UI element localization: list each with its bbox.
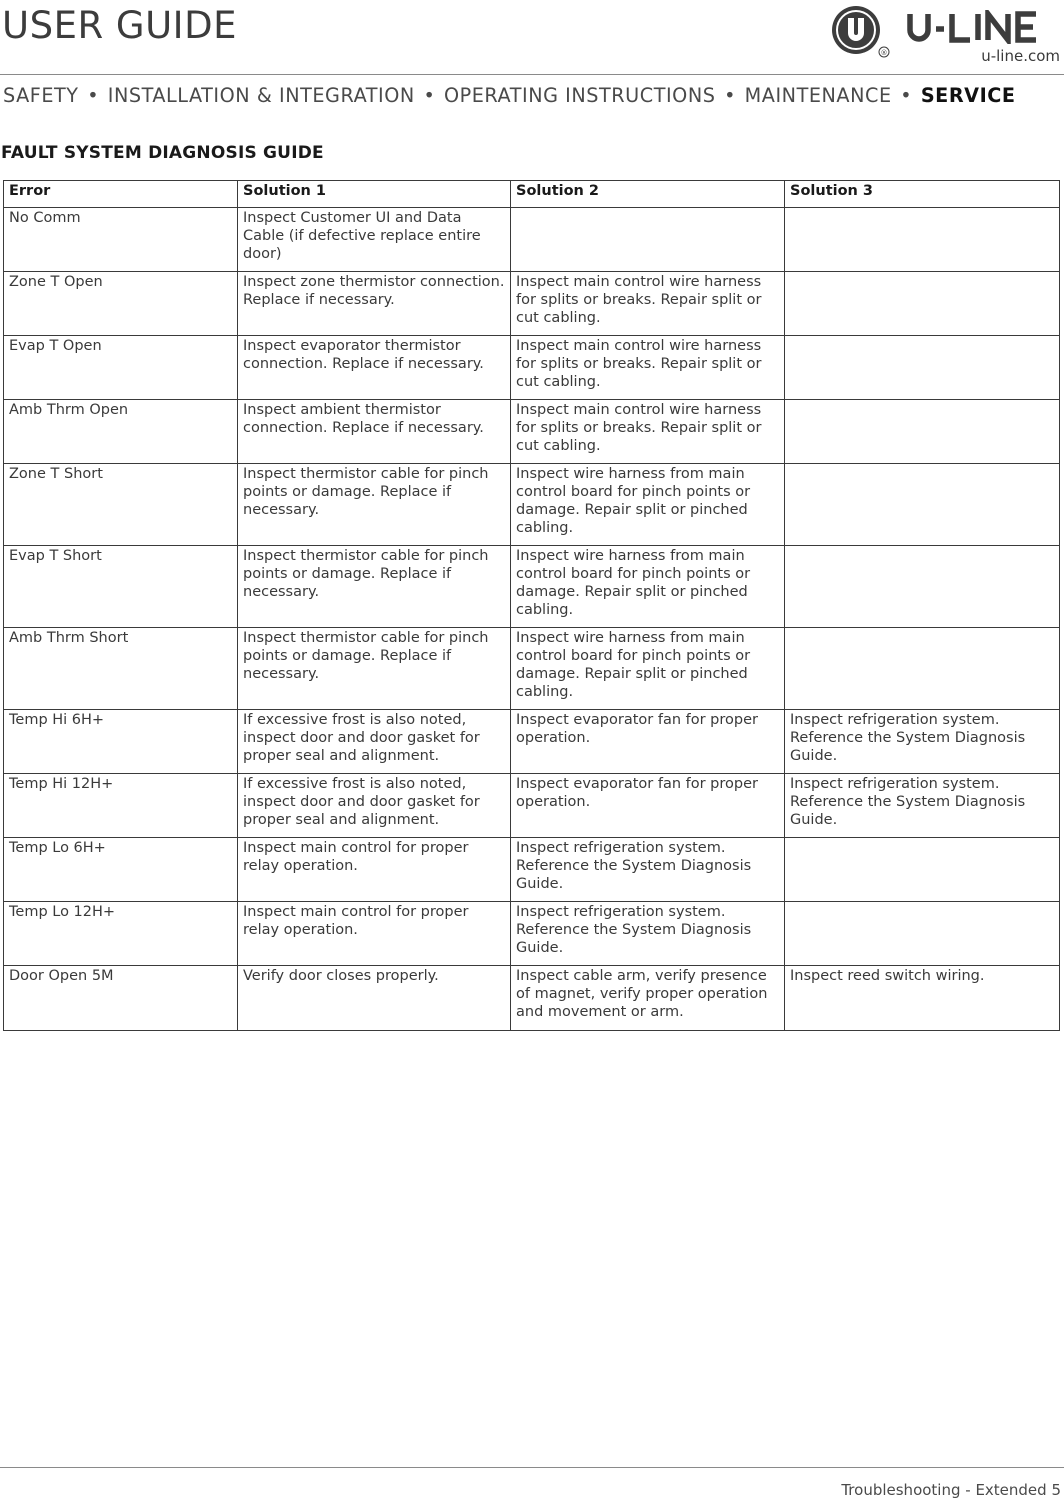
solution-3-cell	[785, 208, 1060, 272]
footer-divider	[0, 1467, 1064, 1468]
error-cell: Amb Thrm Short	[4, 628, 238, 710]
solution-1-cell: Inspect thermistor cable for pinch points or damage. Replace if necessary.	[238, 464, 511, 546]
column-header-solution-3: Solution 3	[785, 181, 1060, 208]
nav-item-service: SERVICE	[920, 84, 1016, 107]
solution-3-cell: Inspect refrigeration system. Reference the System Diagnosis Guide.	[785, 710, 1060, 774]
solution-2-cell: Inspect refrigeration system. Reference the System Diagnosis Guide.	[511, 838, 785, 902]
solution-1-cell: Verify door closes properly.	[238, 966, 511, 1031]
nav-item-maintenance: MAINTENANCE	[744, 84, 892, 107]
solution-3-cell	[785, 464, 1060, 546]
solution-1-cell: Inspect ambient thermistor connection. Replace if necessary.	[238, 400, 511, 464]
brand-url: u-line.com	[981, 47, 1060, 65]
section-heading: FAULT SYSTEM DIAGNOSIS GUIDE	[1, 143, 324, 163]
u-line-emblem-icon	[830, 4, 892, 60]
u-line-wordmark-icon	[906, 10, 1060, 44]
column-header-solution-1: Solution 1	[238, 181, 511, 208]
table-row	[4, 902, 1060, 966]
solution-1-cell: Inspect main control for proper relay operation.	[238, 902, 511, 966]
solution-3-cell	[785, 272, 1060, 336]
table-row	[4, 400, 1060, 464]
table-row	[4, 208, 1060, 272]
solution-2-cell: Inspect main control wire harness for splits or breaks. Repair split or cut cabling.	[511, 272, 785, 336]
solution-1-cell: Inspect thermistor cable for pinch points or damage. Replace if necessary.	[238, 546, 511, 628]
page-footer-label: Troubleshooting - Extended 5	[841, 1481, 1061, 1499]
solution-2-cell: Inspect cable arm, verify presence of magnet, verify proper operation and movement or arm.	[511, 966, 785, 1031]
table-row	[4, 272, 1060, 336]
registered-mark: ®	[880, 49, 888, 57]
error-cell: Door Open 5M	[4, 966, 238, 1031]
table-row	[4, 710, 1060, 774]
table-row	[4, 628, 1060, 710]
header-divider	[0, 74, 1064, 75]
table-row	[4, 546, 1060, 628]
error-cell: No Comm	[4, 208, 238, 272]
solution-3-cell	[785, 336, 1060, 400]
error-cell: Zone T Open	[4, 272, 238, 336]
nav-item-operating: OPERATING INSTRUCTIONS	[443, 84, 716, 107]
document-title: USER GUIDE	[2, 4, 237, 47]
nav-separator: •	[423, 84, 436, 107]
table-row	[4, 336, 1060, 400]
solution-2-cell: Inspect wire harness from main control board for pinch points or damage. Repair split or pinched cabling.	[511, 546, 785, 628]
solution-3-cell	[785, 838, 1060, 902]
error-cell: Zone T Short	[4, 464, 238, 546]
solution-2-cell: Inspect evaporator fan for proper operation.	[511, 710, 785, 774]
solution-2-cell: Inspect main control wire harness for splits or breaks. Repair split or cut cabling.	[511, 336, 785, 400]
nav-separator: •	[900, 84, 913, 107]
error-cell: Temp Lo 6H+	[4, 838, 238, 902]
nav-separator: •	[724, 84, 737, 107]
error-cell: Evap T Open	[4, 336, 238, 400]
solution-2-cell: Inspect refrigeration system. Reference the System Diagnosis Guide.	[511, 902, 785, 966]
solution-2-cell	[511, 208, 785, 272]
solution-1-cell: Inspect zone thermistor connection. Replace if necessary.	[238, 272, 511, 336]
table-row	[4, 966, 1060, 1031]
table-header-row	[4, 181, 1060, 208]
fault-diagnosis-table	[3, 180, 1060, 1031]
solution-2-cell: Inspect wire harness from main control board for pinch points or damage. Repair split or pinched cabling.	[511, 628, 785, 710]
solution-3-cell	[785, 628, 1060, 710]
nav-separator: •	[87, 84, 100, 107]
table-row	[4, 464, 1060, 546]
solution-1-cell: If excessive frost is also noted, inspect door and door gasket for proper seal and alignment.	[238, 774, 511, 838]
solution-1-cell: Inspect evaporator thermistor connection. Replace if necessary.	[238, 336, 511, 400]
error-cell: Temp Lo 12H+	[4, 902, 238, 966]
error-cell: Temp Hi 12H+	[4, 774, 238, 838]
error-cell: Amb Thrm Open	[4, 400, 238, 464]
column-header-solution-2: Solution 2	[511, 181, 785, 208]
solution-2-cell: Inspect main control wire harness for splits or breaks. Repair split or cut cabling.	[511, 400, 785, 464]
brand-logo	[830, 4, 1062, 66]
nav-item-safety: SAFETY	[3, 84, 79, 107]
solution-1-cell: Inspect thermistor cable for pinch points or damage. Replace if necessary.	[238, 628, 511, 710]
error-cell: Evap T Short	[4, 546, 238, 628]
solution-1-cell: If excessive frost is also noted, inspect door and door gasket for proper seal and alignment.	[238, 710, 511, 774]
section-breadcrumb	[3, 84, 1016, 108]
solution-1-cell: Inspect Customer UI and Data Cable (if defective replace entire door)	[238, 208, 511, 272]
error-cell: Temp Hi 6H+	[4, 710, 238, 774]
nav-item-installation: INSTALLATION & INTEGRATION	[107, 84, 415, 107]
solution-1-cell: Inspect main control for proper relay operation.	[238, 838, 511, 902]
solution-2-cell: Inspect evaporator fan for proper operation.	[511, 774, 785, 838]
solution-3-cell	[785, 902, 1060, 966]
solution-3-cell	[785, 546, 1060, 628]
solution-3-cell: Inspect reed switch wiring.	[785, 966, 1060, 1031]
solution-2-cell: Inspect wire harness from main control board for pinch points or damage. Repair split or pinched cabling.	[511, 464, 785, 546]
table-row	[4, 838, 1060, 902]
column-header-error: Error	[4, 181, 238, 208]
solution-3-cell	[785, 400, 1060, 464]
solution-3-cell: Inspect refrigeration system. Reference the System Diagnosis Guide.	[785, 774, 1060, 838]
table-row	[4, 774, 1060, 838]
